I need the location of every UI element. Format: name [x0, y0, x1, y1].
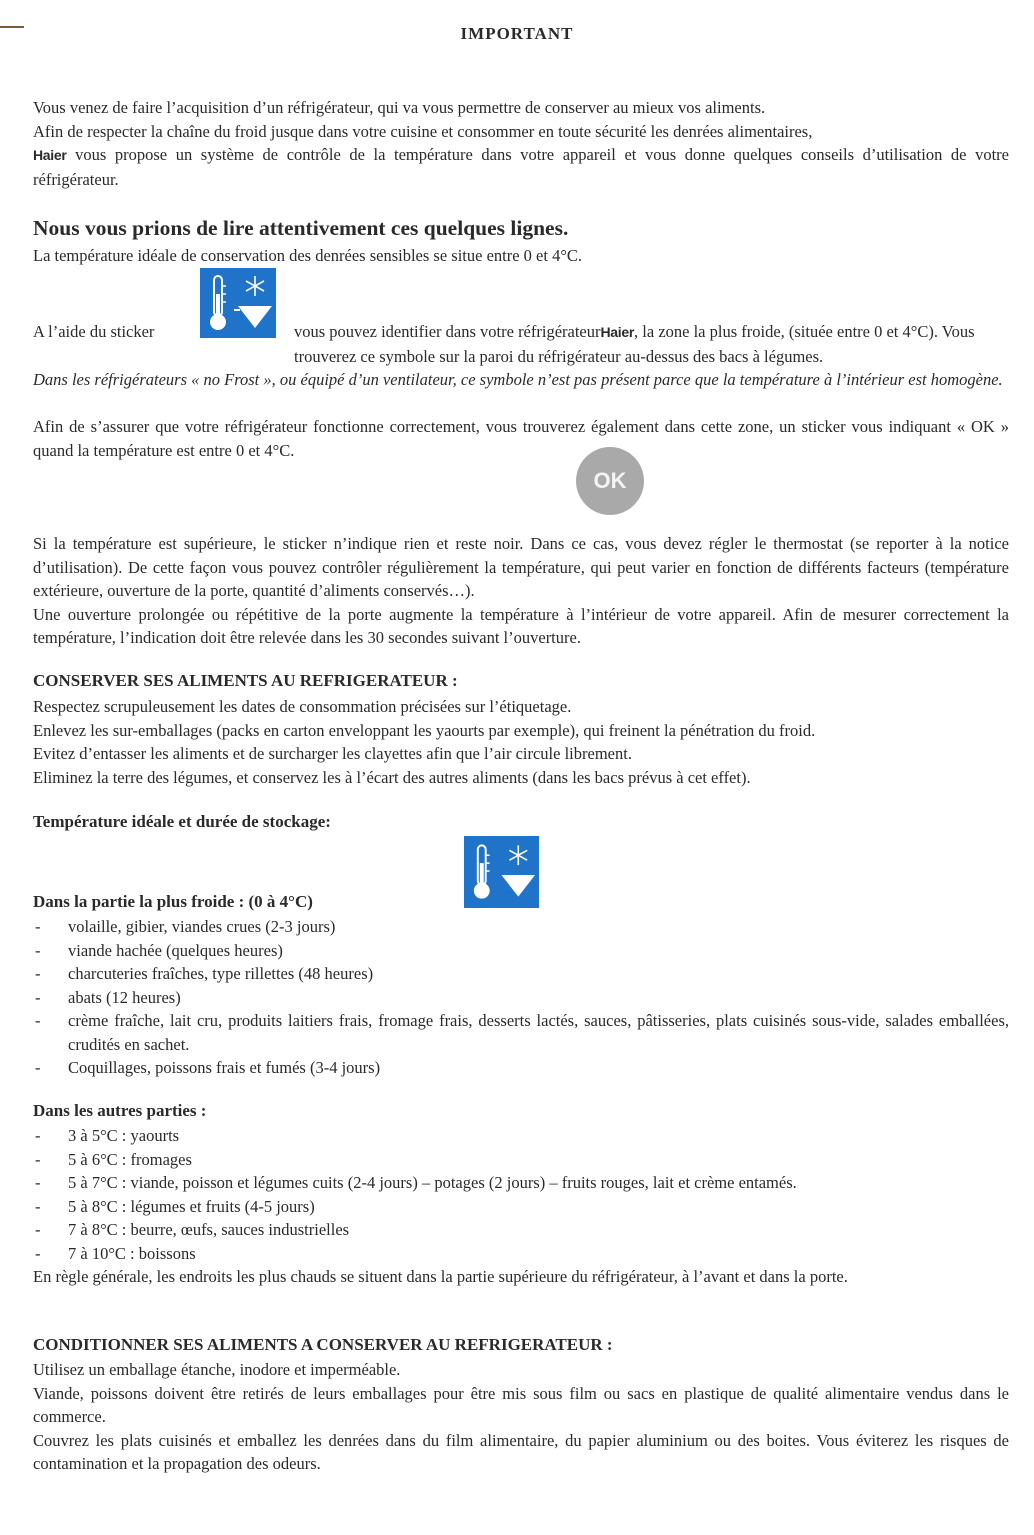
- brand-logo-text: Haier: [33, 147, 67, 163]
- storage-heading: Température idéale et durée de stockage:: [33, 812, 331, 831]
- list-item: - viande hachée (quelques heures): [33, 939, 1009, 963]
- list-item: - charcuteries fraîches, type rillettes (48 heures): [33, 962, 1009, 986]
- higher-temp-p1: Si la température est supérieure, le sticker n’indique rien et reste noir. Dans ce cas, vous devez régler le thermostat (se reporter à la notice d’utilisation). De cette façon vous pouvez contrôler régulièrement la température, qui peut varier en fonction de différents facteurs (température extérieure, ouverture de la porte, quantité d’aliments conservés…).: [33, 534, 1009, 600]
- coldest-zone-sticker-icon: [464, 836, 539, 908]
- conserver-line: Respectez scrupuleusement les dates de consommation précisées sur l’étiquetage.: [33, 697, 572, 716]
- conserver-heading: CONSERVER SES ALIMENTS AU REFRIGERATEUR :: [33, 671, 458, 690]
- list-item: - crème fraîche, lait cru, produits laitiers frais, fromage frais, desserts lactés, sauces, pâtisseries, plats cuisinés sous-vide, salades emballées, crudités en sachet.: [33, 1009, 1009, 1056]
- read-heading: Nous vous prions de lire attentivement ces quelques lignes.: [33, 216, 569, 240]
- intro-line-3: Haier vous propose un système de contrôle de la température dans votre appareil et vous donne quelques conseils d’utilisation de votre réfrigérateur.: [33, 145, 1009, 189]
- list-item: - 7 à 10°C : boissons: [33, 1242, 1009, 1266]
- ideal-temp-text: La température idéale de conservation des denrées sensibles se situe entre 0 et 4°C.: [33, 246, 583, 265]
- list-item: - 5 à 7°C : viande, poisson et légumes cuits (2-4 jours) – potages (2 jours) – fruits rouges, lait et crème entamés.: [33, 1171, 1009, 1195]
- no-frost-note: Dans les réfrigérateurs « no Frost », ou équipé d’un ventilateur, ce symbole n’est pas présent parce que la température à l’intérieur est homogène.: [33, 370, 1003, 389]
- conditionner-list: [33, 1358, 1009, 1476]
- brand-logo-text: Haier: [600, 324, 635, 340]
- general-rule-text: En règle générale, les endroits les plus chauds se situent dans la partie supérieure du réfrigérateur, à l’avant et dans la porte.: [33, 1267, 848, 1286]
- other-parts-heading: Dans les autres parties :: [33, 1101, 207, 1120]
- ok-sticker-badge: OK: [576, 447, 644, 515]
- list-item: - abats (12 heures): [33, 986, 1009, 1010]
- coldest-zone-sticker-icon: [200, 268, 276, 338]
- higher-temp-p2: Une ouverture prolongée ou répétitive de la porte augmente la température à l’intérieur de votre appareil. Afin de mesurer correctement la température, l’indication doit être relevée dans les 30 secondes suivant l’ouverture.: [33, 604, 1009, 647]
- conserver-list: [33, 695, 1009, 789]
- conditionner-line: Couvrez les plats cuisinés et emballez les denrées dans du film alimentaire, du papier aluminium ou des boites. Vous éviterez les risques de contamination et la propagation des odeurs.: [33, 1430, 1009, 1473]
- coldest-part-heading: Dans la partie la plus froide : (0 à 4°C): [33, 892, 313, 911]
- higher-temp-paragraph: [33, 532, 1009, 650]
- sticker-prefix-text: A l’aide du sticker: [33, 322, 155, 341]
- coldest-part-list: [33, 915, 1009, 1080]
- page-title: IMPORTANT: [460, 24, 574, 43]
- conditionner-heading: CONDITIONNER SES ALIMENTS A CONSERVER AU REFRIGERATEUR :: [33, 1335, 613, 1354]
- conserver-line: Eliminez la terre des légumes, et conservez les à l’écart des autres aliments (dans les bacs prévus à cet effet).: [33, 767, 751, 787]
- intro-line-2: Afin de respecter la chaîne du froid jusque dans votre cuisine et consommer en toute sécurité les denrées alimentaires,: [33, 121, 813, 141]
- ok-sticker-text: Afin de s’assurer que votre réfrigérateur fonctionne correctement, vous trouverez également dans cette zone, un sticker vous indiquant « OK » quand la température est entre 0 et 4°C.: [33, 417, 1009, 460]
- list-item: - 3 à 5°C : yaourts: [33, 1124, 1009, 1148]
- conditionner-line: Viande, poissons doivent être retirés de leurs emballages pour être mis sous film ou sacs en plastique de qualité alimentaire vendus dans le commerce.: [33, 1383, 1009, 1426]
- intro-line-1: Vous venez de faire l’acquisition d’un réfrigérateur, qui va vous permettre de conserver au mieux vos aliments.: [33, 98, 766, 117]
- other-parts-list: [33, 1124, 1009, 1289]
- list-item: - volaille, gibier, viandes crues (2-3 jours): [33, 915, 1009, 939]
- list-item: - 5 à 8°C : légumes et fruits (4-5 jours): [33, 1195, 1009, 1219]
- thermometer-snowflake-icon: [464, 836, 539, 908]
- sticker-text-line: vous pouvez identifier dans votre réfrigérateurHaier, la zone la plus froide, (située entre 0 et 4°C). Vous trouverez ce symbole sur la paroi du réfrigérateur au-dessus des bacs à légumes.: [294, 322, 975, 366]
- thermometer-snowflake-icon: [200, 268, 276, 338]
- conditionner-line: Utilisez un emballage étanche, inodore et imperméable.: [33, 1360, 401, 1379]
- list-item: - 5 à 6°C : fromages: [33, 1148, 1009, 1172]
- conserver-line: Enlevez les sur-emballages (packs en carton enveloppant les yaourts par exemple), qui freinent la pénétration du froid.: [33, 720, 816, 740]
- list-item: - 7 à 8°C : beurre, œufs, sauces industrielles: [33, 1218, 1009, 1242]
- conserver-line: Evitez d’entasser les aliments et de surcharger les clayettes afin que l’air circule librement.: [33, 744, 632, 763]
- intro-paragraph: [33, 96, 1009, 191]
- list-item: - Coquillages, poissons frais et fumés (3-4 jours): [33, 1056, 1009, 1080]
